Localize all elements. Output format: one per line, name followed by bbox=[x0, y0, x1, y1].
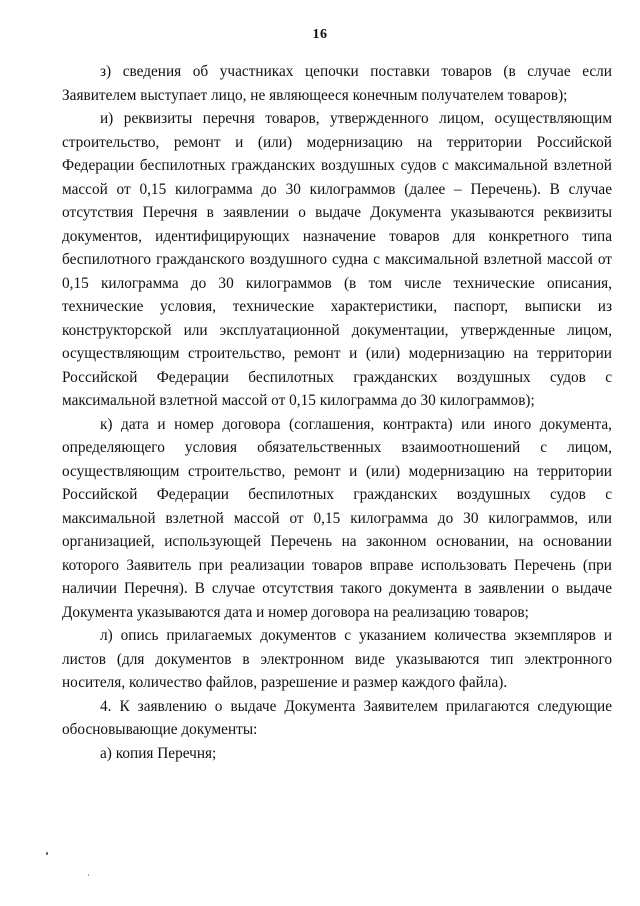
scan-speck bbox=[46, 852, 48, 855]
paragraph-a: а) копия Перечня; bbox=[100, 744, 217, 762]
paragraph-k: к) дата и номер договора (соглашения, контракта) или иного документа, определяющего условия обязательственных взаимоотношений с лицом, осуществляющим строительство, ремонт и (или) модернизацию на территории Российской Федерации беспилотных гражданских воздушных судов с максимальной взлетной массой от 0,15 килограмма до 30 килограммов, или организацией, использующей Перечень на законном основании, на основании которого Заявитель при реализации товаров вправе использовать Перечень (при наличии Перечня). В случае отсутствия такого документа в заявлении о выдаче Документа указываются дата и номер договора на реализацию товаров; bbox=[62, 415, 612, 621]
paragraph-i: и) реквизиты перечня товаров, утвержденного лицом, осуществляющим строительство, ремонт и (или) модернизацию на территории Российской Федерации беспилотных гражданских воздушных судов с максимальной взлетной массой от 0,15 килограмма до 30 килограммов (далее – Перечень). В случае отсутствия Перечня в заявлении о выдаче Документа указываются реквизиты документов, идентифицирующих назначение товаров для конкретного типа беспилотного гражданского воздушного судна с максимальной взлетной массой от 0,15 килограмма до 30 килограммов (в том числе технические описания, технические условия, технические характеристики, паспорт, выписки из конструкторской или эксплуатационной документации, утвержденные лицом, осуществляющим строительство, ремонт и (или) модернизацию на территории Российской Федерации беспилотных гражданских воздушных судов с максимальной взлетной массой от 0,15 килограмма до 30 килограммов); bbox=[62, 110, 612, 409]
scan-speck bbox=[88, 874, 89, 876]
page-number: 16 bbox=[312, 27, 328, 42]
paragraph-l: л) опись прилагаемых документов с указанием количества экземпляров и листов (для документов в электронном виде указываются тип электронного носителя, количество файлов, разрешение и размер каждого файла). bbox=[62, 627, 612, 691]
document-body bbox=[62, 60, 612, 765]
paragraph-item-4: 4. К заявлению о выдаче Документа Заявителем прилагаются следующие обосновывающие документы: bbox=[62, 697, 612, 738]
paragraph-z: з) сведения об участниках цепочки поставки товаров (в случае если Заявителем выступает лицо, не являющееся конечным получателем товаров); bbox=[62, 63, 612, 104]
